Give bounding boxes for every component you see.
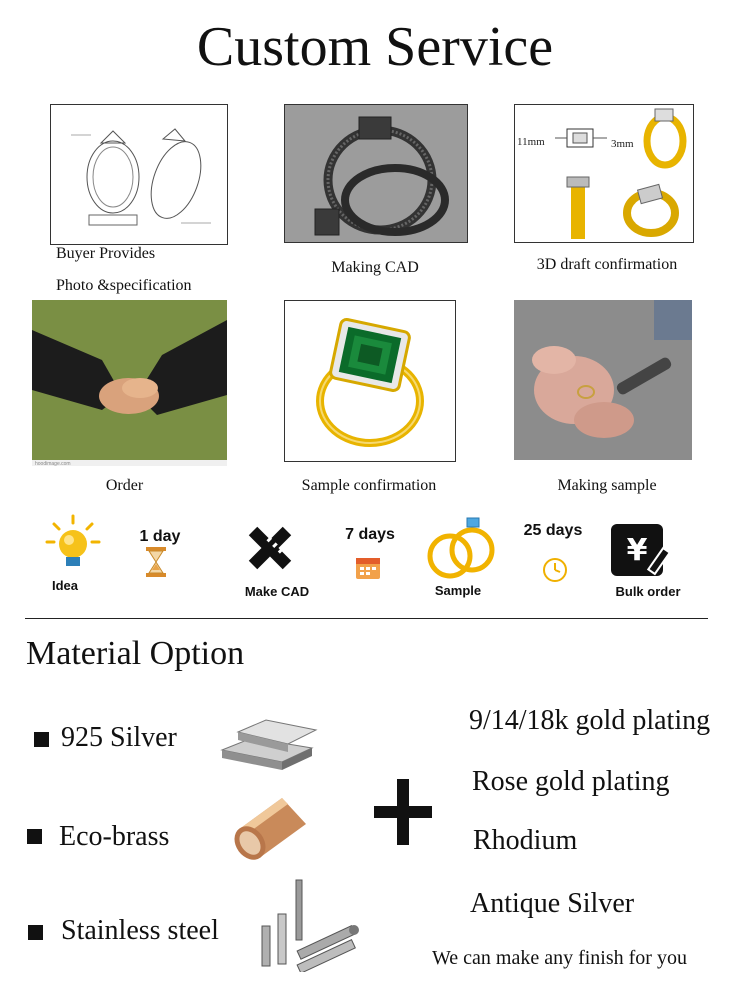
material-item-silver: 925 Silver (61, 722, 177, 753)
timeline-25-days: 25 days (523, 522, 583, 539)
material-item-brass: Eco-brass (59, 821, 170, 852)
dimension-left-label: 11mm (517, 136, 545, 148)
ruler-pencil-icon (240, 520, 298, 578)
timeline-bulk-order-label: Bulk order (615, 584, 681, 599)
step-caption-buyer-line1: Buyer Provides (56, 245, 156, 262)
calendar-icon (355, 554, 381, 580)
silver-bars-icon (216, 708, 324, 774)
timeline-1-day: 1 day (139, 528, 181, 545)
making-sample-image (514, 300, 692, 460)
handshake-image (32, 300, 227, 466)
dimension-right-label: 3mm (611, 138, 634, 150)
finish-rhodium: Rhodium (473, 825, 578, 856)
steel-pipes-icon (256, 878, 360, 972)
timeline-7-days: 7 days (345, 526, 395, 543)
bullet-icon (34, 732, 49, 747)
material-item-steel: Stainless steel (61, 915, 219, 946)
buyer-sketch-image (50, 104, 228, 245)
brass-tube-icon (228, 790, 314, 864)
finish-rose-gold: Rose gold plating (472, 766, 670, 797)
section-divider (25, 618, 708, 619)
page-title: Custom Service (196, 16, 554, 78)
step-caption-3d-draft: 3D draft confirmation (536, 256, 678, 273)
bulk-order-icon (611, 522, 677, 580)
timeline-make-cad-label: Make CAD (244, 584, 310, 599)
timeline-sample-label: Sample (434, 583, 482, 598)
rings-icon (424, 514, 498, 580)
step-caption-sample: Sample confirmation (301, 477, 437, 494)
cad-render-image (284, 104, 468, 243)
step-caption-cad: Making CAD (331, 259, 419, 276)
hourglass-icon (145, 546, 167, 578)
photo-watermark: hoodimage.com (35, 461, 71, 466)
step-caption-order: Order (105, 477, 144, 494)
lightbulb-icon (44, 514, 102, 572)
bullet-icon (28, 925, 43, 940)
step-caption-buyer-line2: Photo &specification (56, 277, 192, 294)
material-title: Material Option (26, 635, 245, 672)
bullet-icon (27, 829, 42, 844)
step-caption-making-sample: Making sample (557, 477, 657, 494)
emerald-ring-image (284, 300, 456, 462)
finish-antique-silver: Antique Silver (470, 888, 635, 919)
clock-icon (541, 556, 569, 584)
yen-symbol: ¥ (626, 533, 648, 568)
plus-icon (374, 779, 432, 845)
finish-note: We can make any finish for you (432, 947, 687, 969)
finish-gold-plating: 9/14/18k gold plating (469, 705, 711, 736)
timeline-idea-label: Idea (51, 578, 78, 593)
3d-draft-image (514, 104, 694, 243)
